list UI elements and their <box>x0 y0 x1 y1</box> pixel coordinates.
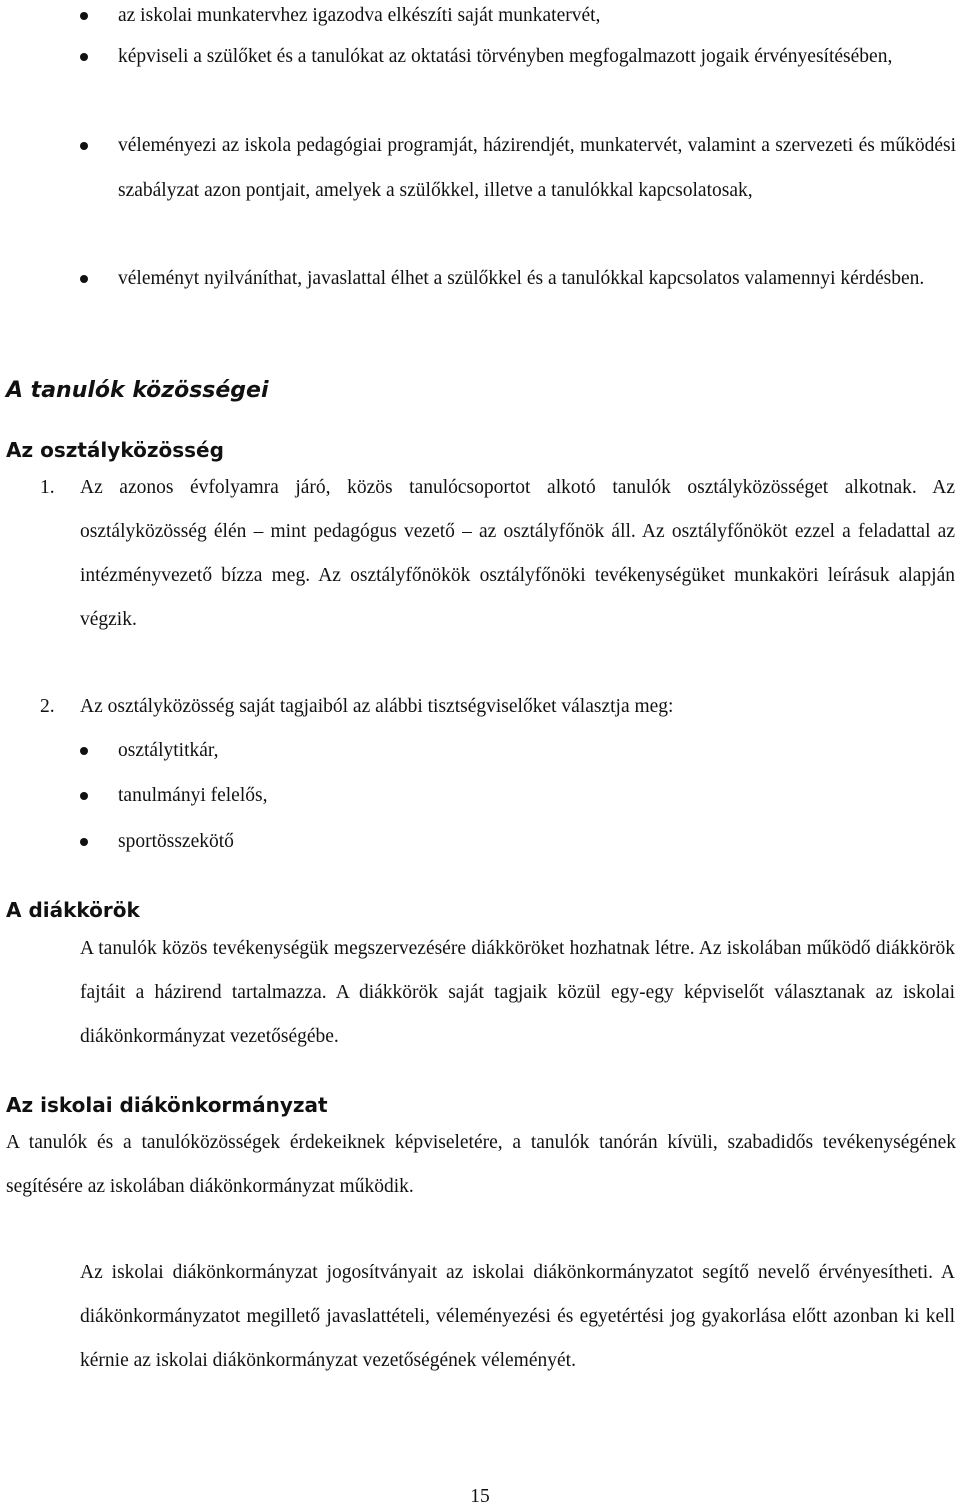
paragraph: A tanulók és a tanulóközösségek érdekeiknek képviseletére, a tanulók tanórán kívüli, szabadidős tevékenységének segítésére az iskolában diákönkormányzat működik. <box>6 1132 956 1197</box>
paragraph-number: 2. <box>40 696 55 717</box>
bullet-icon <box>80 774 88 819</box>
paragraph: Az iskolai diákönkormányzat jogosítványait az iskolai diákönkormányzatot segítő nevelő érvényesítheti. A diákönkormányzatot megillető javaslattételi, véleményezési és egyetértési jog gyakorlása előtt azonban ki kell kérnie az iskolai diákönkormányzat vezetőségének véleményét. <box>80 1262 955 1371</box>
subsection-title: Az iskolai diákönkormányzat <box>6 1093 328 1117</box>
list-item: sportösszekötő <box>118 820 956 865</box>
list-item: osztálytitkár, <box>118 729 956 774</box>
paragraph: Az osztályközösség saját tagjaiból az alábbi tisztségviselőket választja meg: <box>80 696 674 717</box>
list-item: képviseli a szülőket és a tanulókat az oktatási törvényben megfogalmazott jogaik érvényesítésében, <box>118 35 956 80</box>
subsection-title: A diákkörök <box>6 898 140 922</box>
list-item: véleményt nyilváníthat, javaslattal élhet a szülőkkel és a tanulókkal kapcsolatos valamennyi kérdésben. <box>118 257 956 302</box>
section-title: A tanulók közösségei <box>6 378 269 403</box>
paragraph: A tanulók közös tevékenységük megszervezésére diákköröket hozhatnak létre. Az iskolában működő diákkörök fajtáit a házirend tartalmazza. A diákkörök saját tagjaik közül egy-egy képviselőt választanak az iskolai diákönkormányzat vezetőségébe. <box>80 938 955 1047</box>
bullet-icon <box>80 729 88 774</box>
subsection-title: Az osztályközösség <box>6 438 224 462</box>
page-number: 15 <box>470 1486 490 1507</box>
list-item: tanulmányi felelős, <box>118 774 956 819</box>
paragraph: Az azonos évfolyamra járó, közös tanulócsoportot alkotó tanulók osztályközösséget alkotnak. Az osztályközösség élén – mint pedagógus vezető – az osztályfőnök áll. Az osztályfőnököt ezzel a feladattal az intézményvezető bízza meg. Az osztályfőnökök osztályfőnöki tevékenységüket munkaköri leírásuk alapján végzik. <box>80 477 955 630</box>
bullet-icon <box>80 0 88 39</box>
bullet-icon <box>80 257 88 302</box>
list-item: véleményezi az iskola pedagógiai programját, házirendjét, munkatervét, valamint a szervezeti és működési szabályzat azon pontjait, amelyek a szülőkkel, illetve a tanulókkal kapcsolatosak, <box>118 124 956 213</box>
paragraph-number: 1. <box>40 477 55 498</box>
bullet-icon <box>80 35 88 80</box>
bullet-icon <box>80 124 88 169</box>
bullet-icon <box>80 820 88 865</box>
list-item: az iskolai munkatervhez igazodva elkészíti saját munkatervét, <box>118 0 956 39</box>
